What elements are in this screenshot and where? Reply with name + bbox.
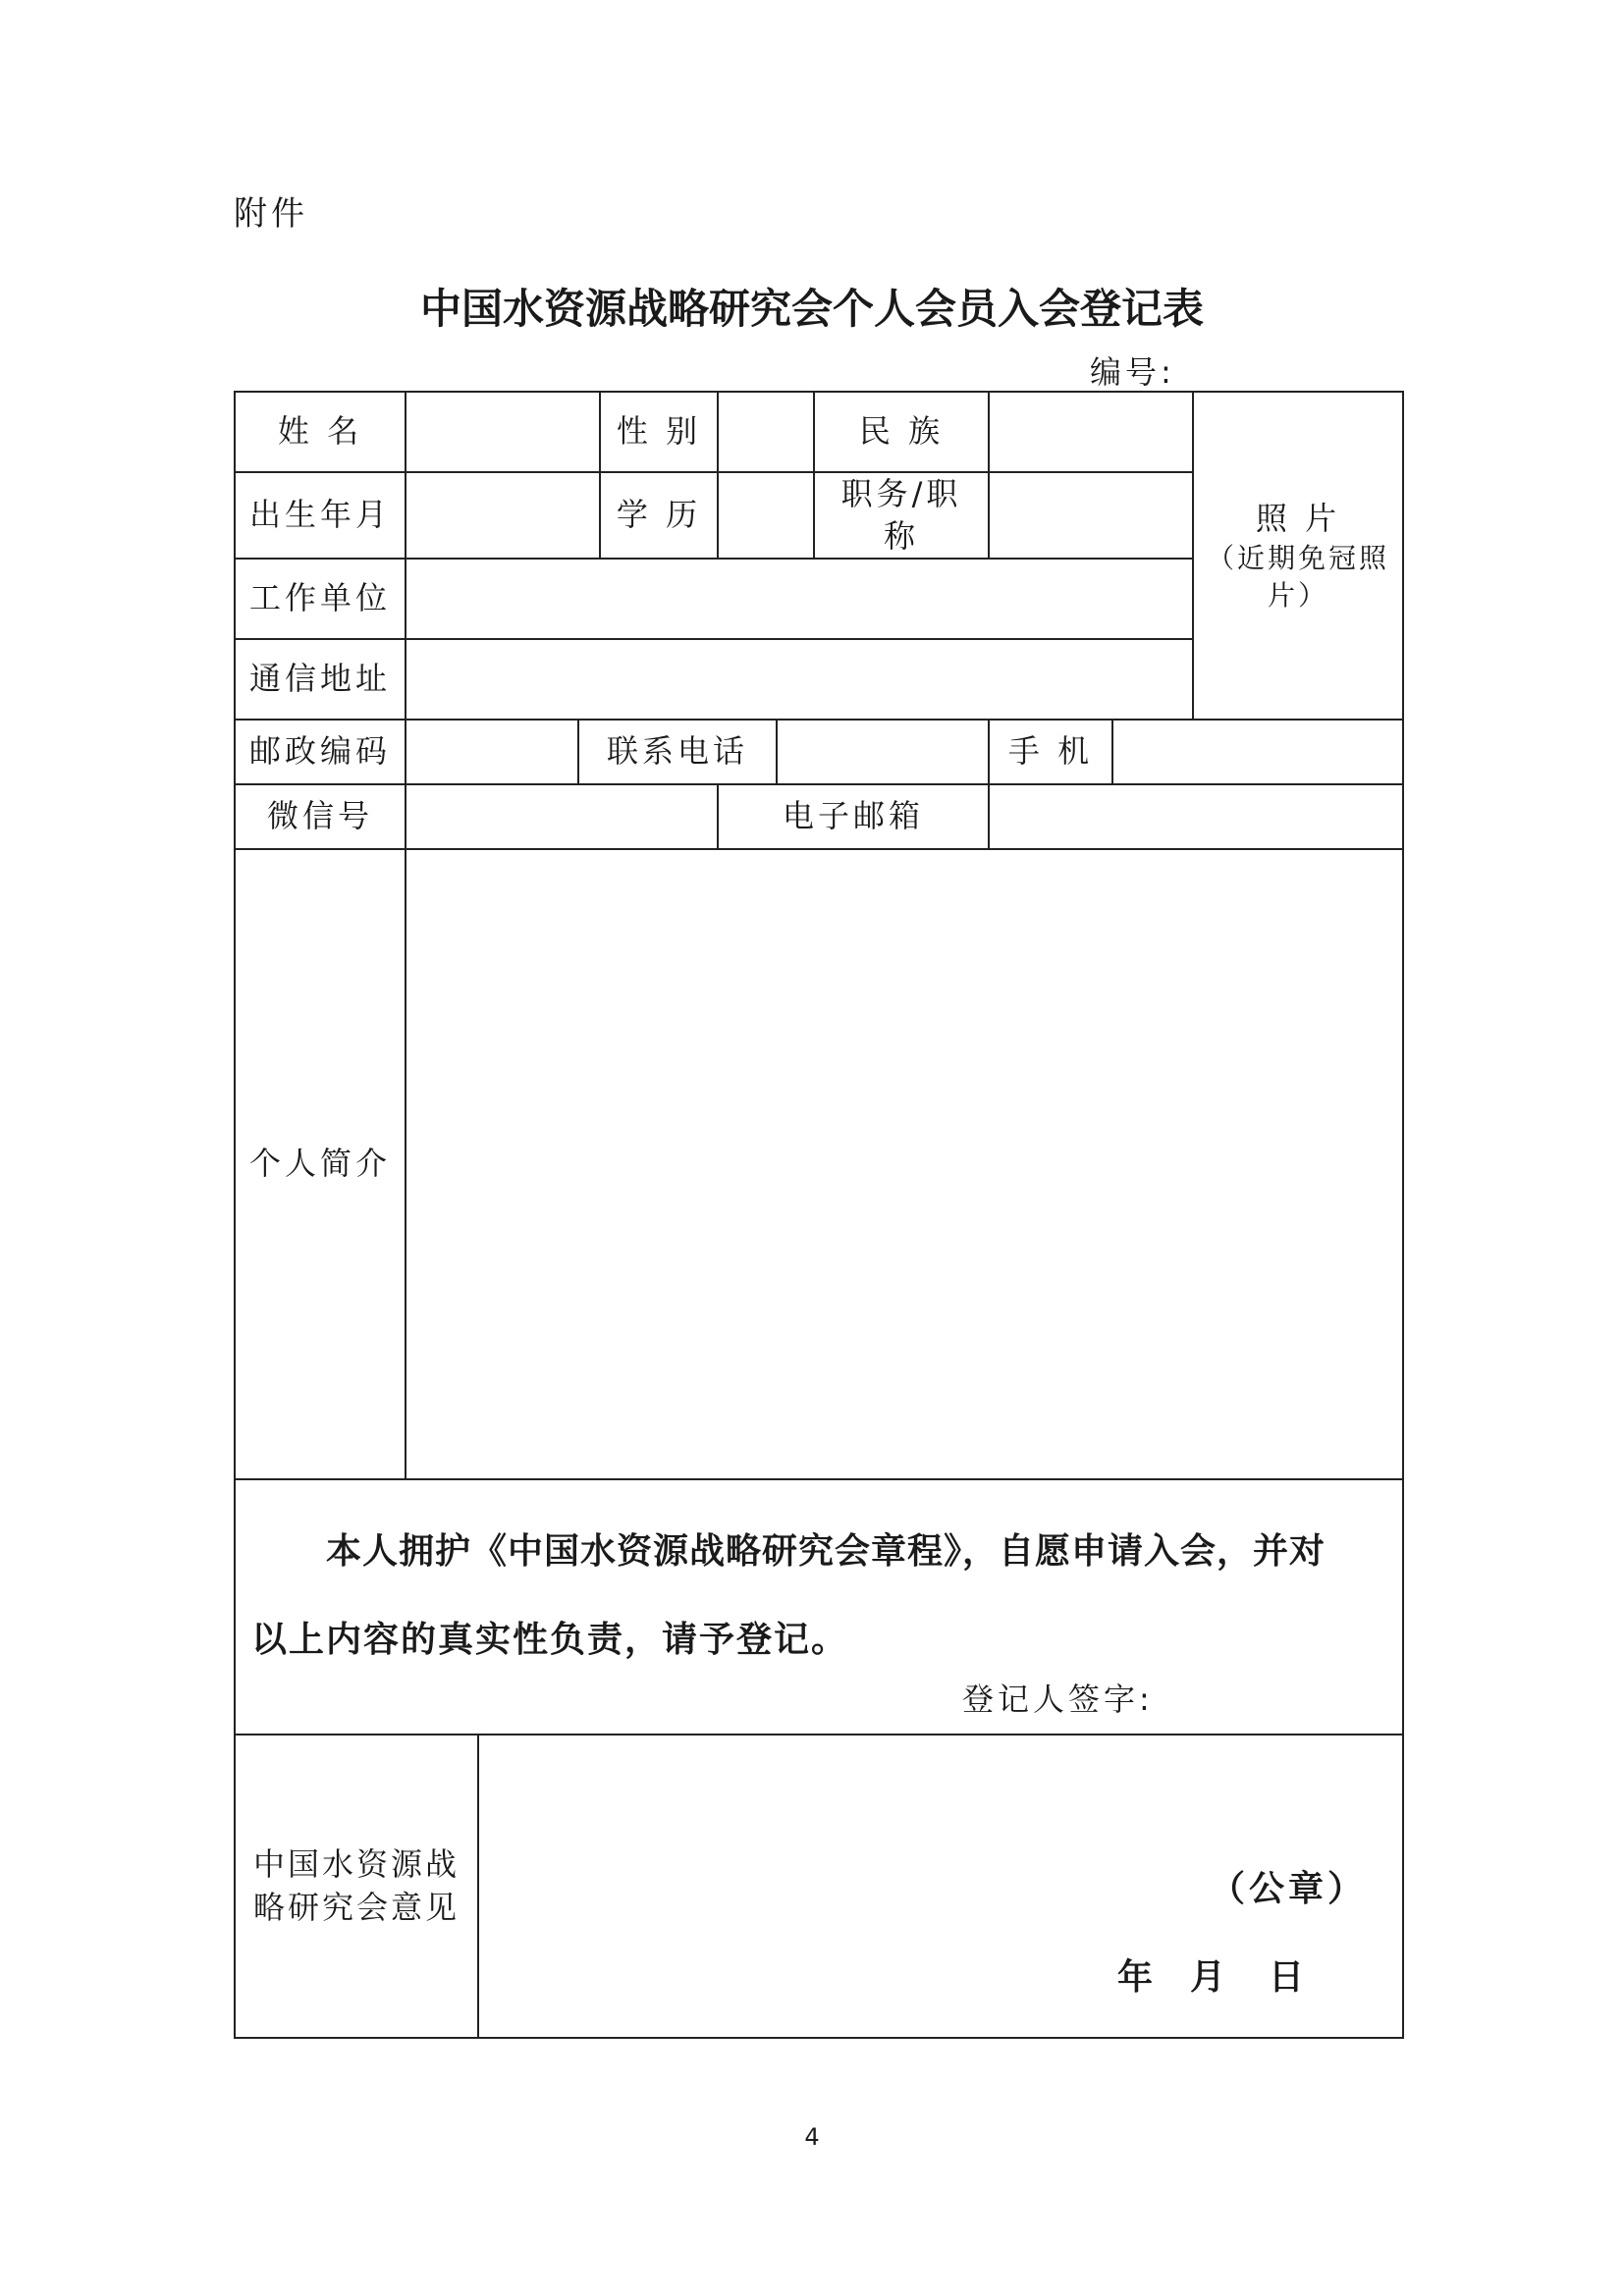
opinion-label-line1: 中国水资源战 (252, 1845, 460, 1884)
opinion-label (236, 1735, 477, 2037)
education-label: 学 历 (616, 496, 702, 534)
attachment-label: 附件 (234, 194, 308, 234)
postcode-field[interactable] (406, 721, 577, 783)
bio-field[interactable] (406, 850, 1402, 1478)
bio-label: 个人简介 (248, 1145, 391, 1183)
ethnicity-field[interactable] (990, 393, 1192, 471)
position-label (815, 473, 988, 558)
position-field[interactable] (990, 473, 1192, 558)
serial-number-label: 编号: (1090, 353, 1175, 391)
ethnicity-label: 民 族 (858, 412, 945, 451)
email-label: 电子邮箱 (782, 797, 924, 835)
page-number: 4 (804, 2123, 820, 2151)
postcode-label: 邮政编码 (248, 732, 391, 771)
wechat-label: 微信号 (266, 797, 373, 835)
address-label: 通信地址 (248, 660, 391, 698)
workplace-label: 工作单位 (248, 579, 391, 617)
name-field[interactable] (406, 393, 599, 471)
photo-note-line2: 片） (1267, 578, 1328, 612)
gender-field[interactable] (719, 393, 813, 471)
phone-field[interactable] (778, 721, 988, 783)
mobile-field[interactable] (1113, 721, 1402, 783)
photo-box[interactable] (1194, 393, 1402, 719)
wechat-field[interactable] (406, 785, 717, 848)
opinion-label-line2: 略研究会意见 (252, 1888, 460, 1926)
pledge-line-2: 以上内容的真实性负责，请予登记。 (251, 1620, 849, 1660)
birth-date-field[interactable] (406, 473, 599, 558)
pledge-line-1: 本人拥护《中国水资源战略研究会章程》，自愿申请入会，并对 (326, 1531, 1326, 1572)
workplace-field[interactable] (406, 560, 1192, 638)
date-day-label: 日 (1269, 1957, 1309, 1998)
education-field[interactable] (719, 473, 813, 558)
signature-label: 登记人签字: (962, 1681, 1154, 1718)
mobile-label: 手 机 (1007, 732, 1094, 771)
position-label-line2: 称 (883, 517, 919, 555)
form-title: 中国水资源战略研究会个人会员入会登记表 (419, 285, 1204, 333)
name-label: 姓 名 (277, 412, 363, 451)
phone-label: 联系电话 (606, 732, 748, 771)
date-month-label: 月 (1190, 1957, 1230, 1998)
date-year-label: 年 (1117, 1957, 1158, 1998)
birth-date-label: 出生年月 (248, 496, 391, 534)
email-field[interactable] (990, 785, 1402, 848)
photo-note-line1: （近期免冠照 (1206, 541, 1389, 574)
official-seal-label: （公章） (1210, 1869, 1368, 1909)
position-label-line1: 职务/职 (840, 474, 962, 512)
address-field[interactable] (406, 640, 1192, 719)
gender-label: 性 别 (616, 412, 702, 451)
photo-label: 照 片 (1255, 499, 1341, 537)
